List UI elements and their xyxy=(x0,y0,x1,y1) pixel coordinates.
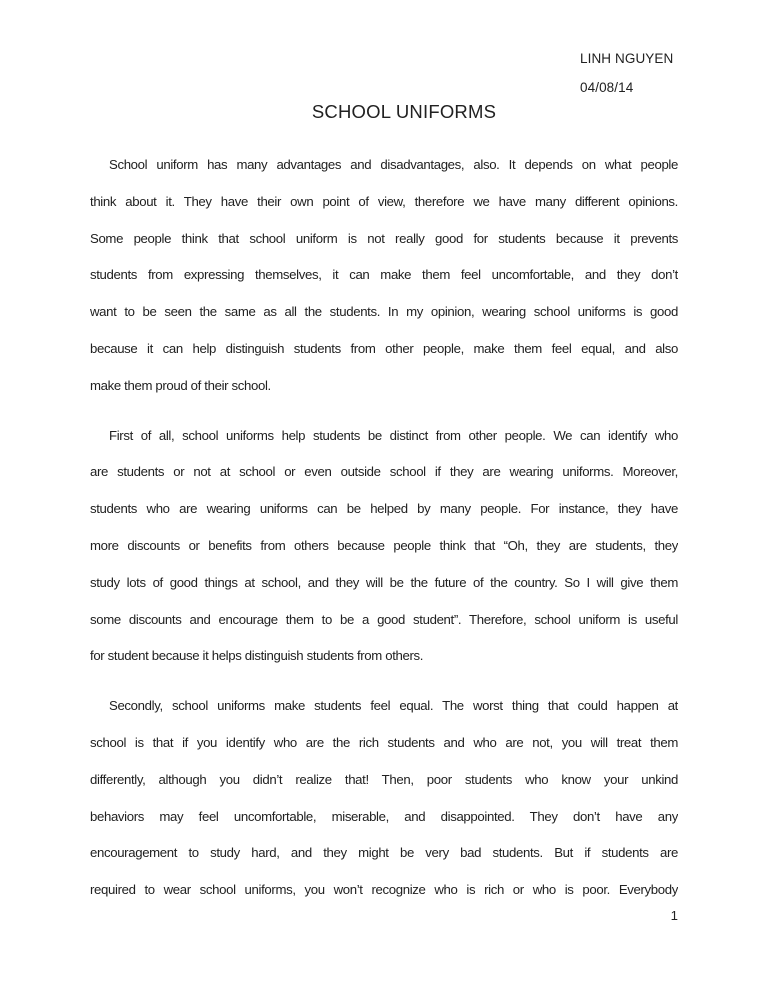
document-title: SCHOOL UNIFORMS xyxy=(311,101,497,122)
text-line: First of all, school uniforms help students be distinct from other people. We can identify who xyxy=(109,427,678,443)
header-block xyxy=(580,44,673,102)
text-line: study lots of good things at school, and they will be the future of the country. So I will give them xyxy=(90,574,678,590)
text-line: want to be seen the same as all the students. In my opinion, wearing school uniforms is good xyxy=(90,304,678,320)
text-line: because it can help distinguish students from other people, make them feel equal, and also xyxy=(90,340,678,356)
paragraph xyxy=(90,418,678,676)
text-line: Secondly, school uniforms make students feel equal. The worst thing that could happen at xyxy=(109,698,678,714)
text-line: school is that if you identify who are the rich students and who are not, you will treat them xyxy=(90,734,678,750)
document-body xyxy=(90,147,678,922)
author-name: LINH NGUYEN xyxy=(580,51,674,66)
text-line: required to wear school uniforms, you won’t recognize who is rich or who is poor. Everybody xyxy=(90,882,678,898)
paragraph xyxy=(90,688,678,909)
text-line: make them proud of their school. xyxy=(90,377,271,393)
paragraph xyxy=(90,147,678,405)
text-line: for student because it helps distinguish students from others. xyxy=(90,648,424,664)
text-line: Some people think that school uniform is not really good for students because it prevents xyxy=(90,230,678,246)
text-line: some discounts and encourage them to be a good student”. Therefore, school uniform is useful xyxy=(90,611,678,627)
text-line: differently, although you didn’t realize that! Then, poor students who know your unkind xyxy=(90,771,678,787)
text-line: think about it. They have their own point of view, therefore we have many different opinions. xyxy=(90,193,678,209)
text-line: students from expressing themselves, it can make them feel uncomfortable, and they don’t xyxy=(90,267,678,283)
text-line: School uniform has many advantages and disadvantages, also. It depends on what people xyxy=(109,157,678,172)
document-date: 04/08/14 xyxy=(580,80,634,95)
text-line: students who are wearing uniforms can be helped by many people. For instance, they have xyxy=(90,501,678,517)
text-line: are students or not at school or even outside school if they are wearing uniforms. Moreover, xyxy=(90,464,678,480)
text-line: more discounts or benefits from others because people think that “Oh, they are students, they xyxy=(90,537,678,553)
text-line: encouragement to study hard, and they might be very bad students. But if students are xyxy=(90,845,678,861)
page-number: 1 xyxy=(670,908,678,923)
text-line: behaviors may feel uncomfortable, miserable, and disappointed. They don’t have any xyxy=(90,808,678,824)
